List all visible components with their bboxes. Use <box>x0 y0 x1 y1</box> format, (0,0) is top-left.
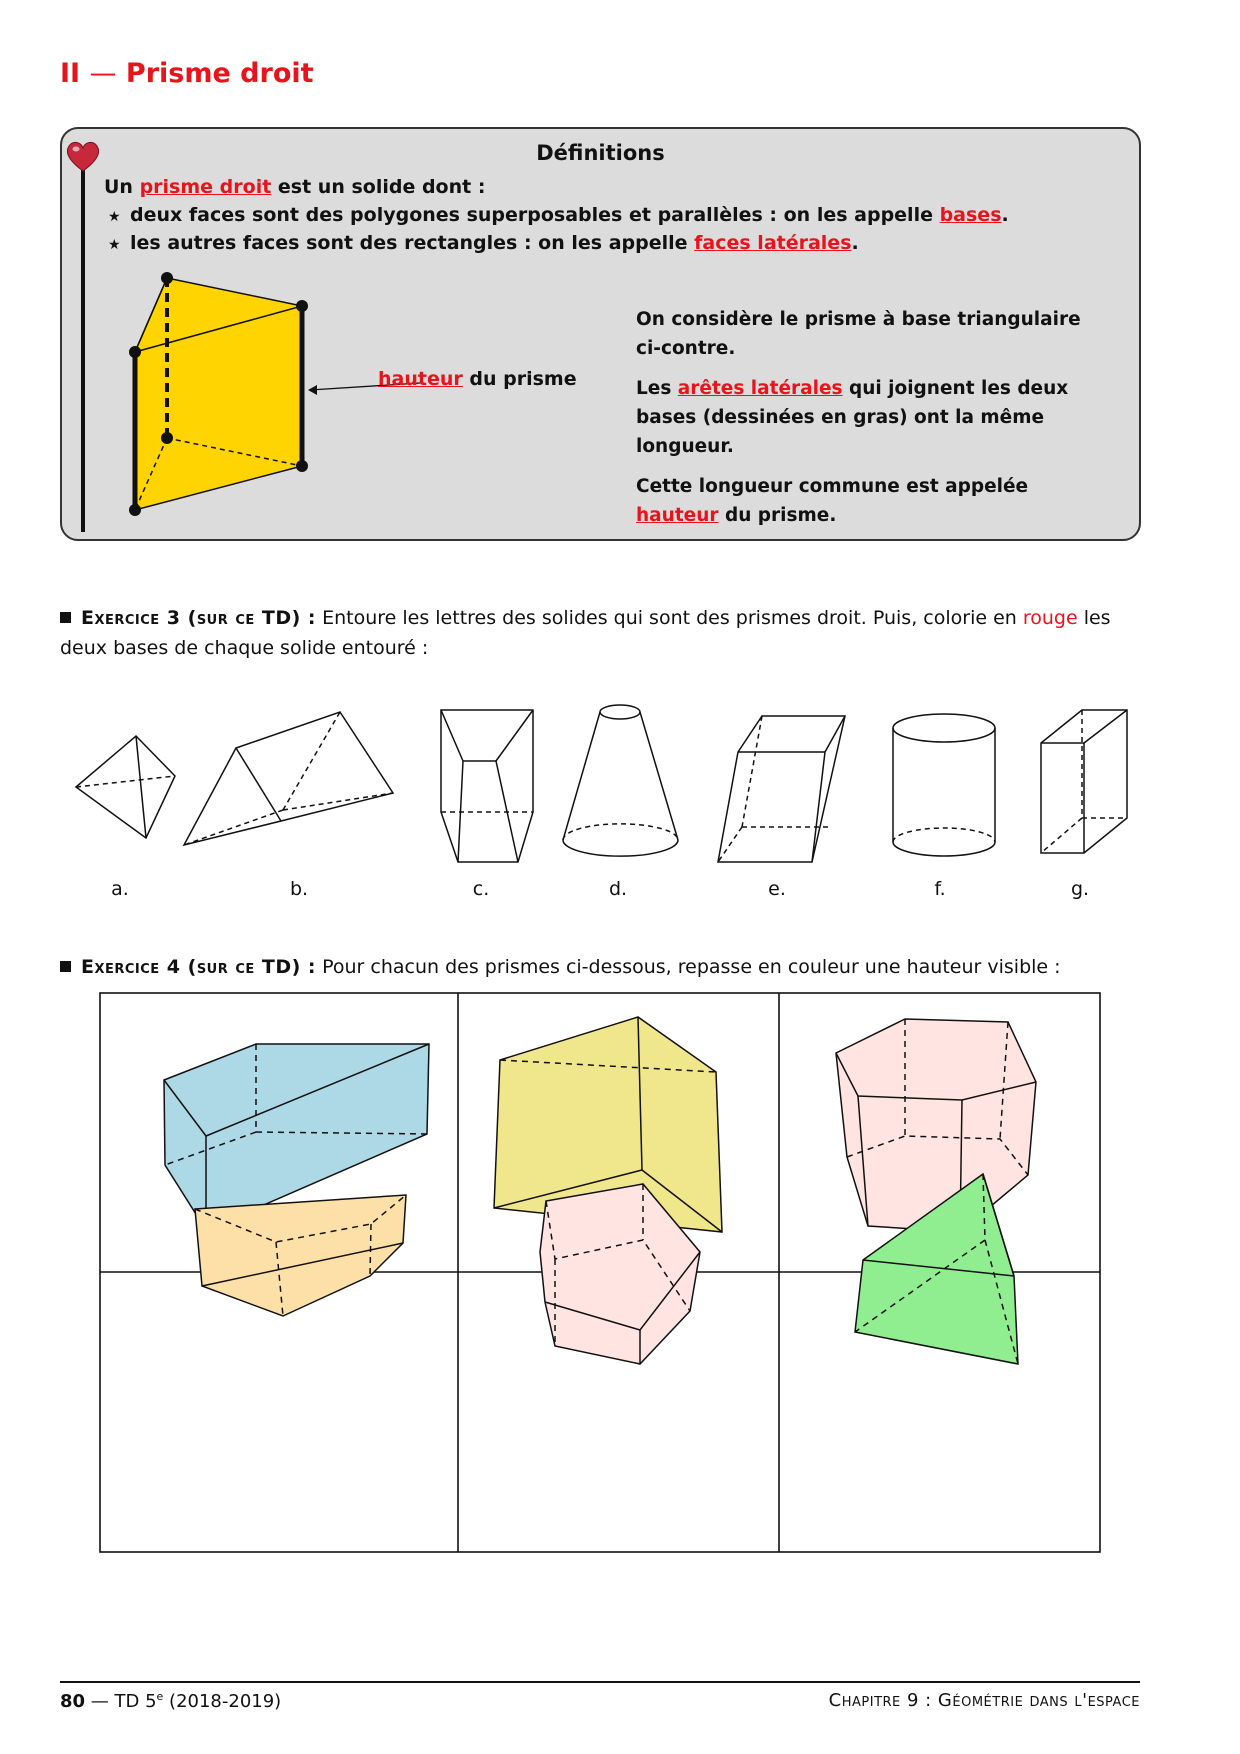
letter-g: g. <box>1070 878 1090 900</box>
section-title: II — Prisme droit <box>60 58 314 89</box>
triangular-prism-figure <box>110 262 430 527</box>
solid-g <box>1041 710 1127 853</box>
definition-heading: Définitions <box>536 141 665 165</box>
square-bullet-icon <box>60 612 71 623</box>
prism-grid <box>0 990 1240 1565</box>
letter-a: a. <box>111 878 129 900</box>
definition-bullet-2: ★ les autres faces sont des rectangles : on les appelle faces latérales. <box>108 232 859 254</box>
footer-rule <box>60 1681 1140 1683</box>
definition-intro: Un prisme droit est un solide dont : <box>104 176 486 198</box>
star-icon: ★ <box>108 237 121 253</box>
letter-b: b. <box>289 878 309 900</box>
solids-figures <box>0 690 1240 870</box>
solid-b <box>184 712 393 845</box>
letter-f: f. <box>934 878 946 900</box>
star-icon: ★ <box>108 209 121 225</box>
footer-chapter: Chapitre 9 : Géométrie dans l'espace <box>828 1690 1140 1711</box>
solid-d <box>563 705 678 856</box>
definition-bar <box>81 168 85 532</box>
letter-c: c. <box>472 878 490 900</box>
square-bullet-icon <box>60 961 71 972</box>
exercise-3-statement: Exercice 3 (sur ce TD) : Entoure les lettres des solides qui sont des prismes droit. Puis, colorie en rouge les deux bases de chaque solide entouré : <box>60 607 1111 659</box>
letter-d: d. <box>608 878 628 900</box>
solid-e <box>718 716 845 862</box>
letter-e: e. <box>768 878 786 900</box>
hauteur-label: hauteur du prisme <box>378 368 577 390</box>
footer-page-info: 80 — TD 5e (2018-2019) <box>60 1690 282 1712</box>
solid-f <box>893 714 995 856</box>
solid-a <box>76 736 175 838</box>
definition-explanation: On considère le prisme à base triangulaire ci-contre. Les arêtes latérales qui joignent les deux bases (dessinées en gras) ont la même longueur. Cette longueur commune est appelée hauteur du prisme. <box>636 309 1081 526</box>
prism-orange <box>195 1195 406 1316</box>
solid-c <box>441 710 533 862</box>
exercise-4-statement: Exercice 4 (sur ce TD) : Pour chacun des prismes ci-dessous, repasse en couleur une hauteur visible : <box>60 952 1150 982</box>
definition-bullet-1: ★ deux faces sont des polygones superposables et parallèles : on les appelle bases. <box>108 204 1009 226</box>
prism-pink-hexagon <box>836 1019 1036 1232</box>
